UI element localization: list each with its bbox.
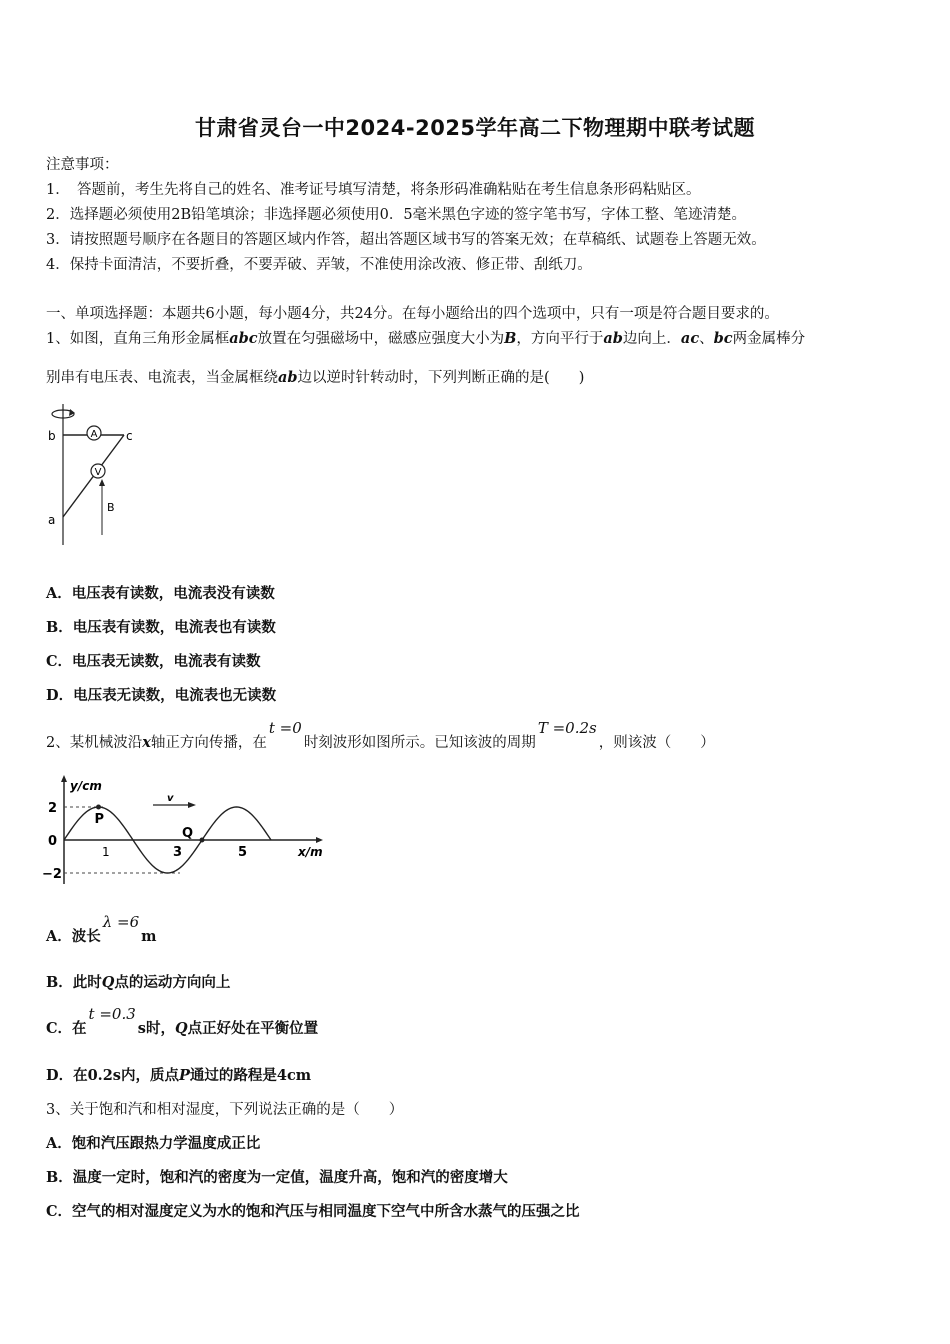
question-3-stem: 3、关于饱和汽和相对湿度，下列说法正确的是（ ） [46,1102,404,1118]
page-title: 甘肃省灵台一中2024-2025学年高二下物理期中联考试题 [194,116,756,140]
notice-item: 2．选择题必须使用2B铅笔填涂；非选择题必须使用0．5毫米黑色字迹的签字笔书写，字体工整、笔迹清楚。 [46,207,747,223]
notice-item: 3．请按照题号顺序在各题目的答题区域内作答，超出答题区域书写的答案无效；在草稿纸、试题卷上答题无效。 [46,232,766,248]
x-axis-arrowhead-icon [316,837,323,843]
point-q-marker [200,838,205,843]
triangle-frame-figure [40,400,150,550]
y-axis-arrowhead-icon [61,775,67,782]
y-axis-label: y/cm [70,779,102,793]
point-p-marker [96,805,101,810]
ammeter-label: A [90,429,98,440]
question-2-option-d: D．在0.2s内，质点P通过的路程是4cm [46,1067,312,1084]
wave-figure [40,772,340,892]
x-tick-label: 1 [102,845,110,859]
point-p-label: P [94,812,105,827]
question-2-stem: 2、某机械波沿x轴正方向传播，在t =0时刻波形如图所示。已知该波的周期T =0.2s，则该波（ ） [46,719,715,751]
velocity-arrowhead-icon [188,802,196,808]
question-3-option-c: C．空气的相对湿度定义为水的饱和汽压与相同温度下空气中所含水蒸气的压强之比 [46,1203,580,1220]
field-arrowhead-icon [99,479,105,486]
vertex-c-label: c [126,429,133,443]
question-2-option-b: B．此时Q点的运动方向向上 [46,974,231,991]
vertex-b-label: b [48,429,56,443]
x-tick-label: 5 [238,845,248,860]
velocity-label: v [167,793,174,804]
question-1-option-d: D．电压表无读数，电流表也无读数 [46,687,277,704]
notice-heading: 注意事项： [46,157,119,173]
question-3-option-a: A．饱和汽压跟热力学温度成正比 [46,1135,261,1152]
y-tick-label: 0 [48,834,58,849]
question-3-option-b: B．温度一定时，饱和汽的密度为一定值，温度升高，饱和汽的密度增大 [46,1169,508,1186]
formula-period: T =0.2s [537,719,597,737]
question-1-stem-cont: 别串有电压表、电流表，当金属框绕ab边以逆时针转动时，下列判断正确的是( ) [46,369,585,386]
x-axis-label: x/m [298,845,323,859]
notice-item: 4．保持卡面清洁，不要折叠，不要弄破、弄皱，不准使用涂改液、修正带、刮纸刀。 [46,257,592,273]
question-2-option-c: C．在t =0.3s时，Q点正好处在平衡位置 [46,1005,319,1037]
y-tick-label: 2 [48,801,58,816]
vertex-a-label: a [48,513,56,527]
question-1-stem: 1、如图，直角三角形金属框abc放置在匀强磁场中，磁感应强度大小为B，方向平行于ab边向上．ac、bc两金属棒分 [46,330,806,347]
point-q-label: Q [182,826,194,841]
formula-wavelength: λ =6 [102,913,140,931]
x-tick-label: 3 [173,845,183,860]
question-1-option-a: A．电压表有读数，电流表没有读数 [46,585,275,602]
y-tick-label: −2 [42,867,62,882]
section-heading: 一、单项选择题：本题共6小题，每小题4分，共24分。在每小题给出的四个选项中，只有一项是符合题目要求的。 [46,306,779,322]
question-1-option-c: C．电压表无读数，电流表有读数 [46,653,261,670]
field-label: B [107,501,115,514]
formula-time: t =0.3 [88,1005,136,1023]
question-1-option-b: B．电压表有读数，电流表也有读数 [46,619,276,636]
question-2-option-a: A．波长λ =6m [46,913,157,945]
notice-item: 1． 答题前，考生先将自己的姓名、准考证号填写清楚，将条形码准确粘贴在考生信息条形码粘贴区。 [46,182,701,198]
formula-t0: t =0 [268,719,302,737]
voltmeter-label: V [94,467,102,478]
